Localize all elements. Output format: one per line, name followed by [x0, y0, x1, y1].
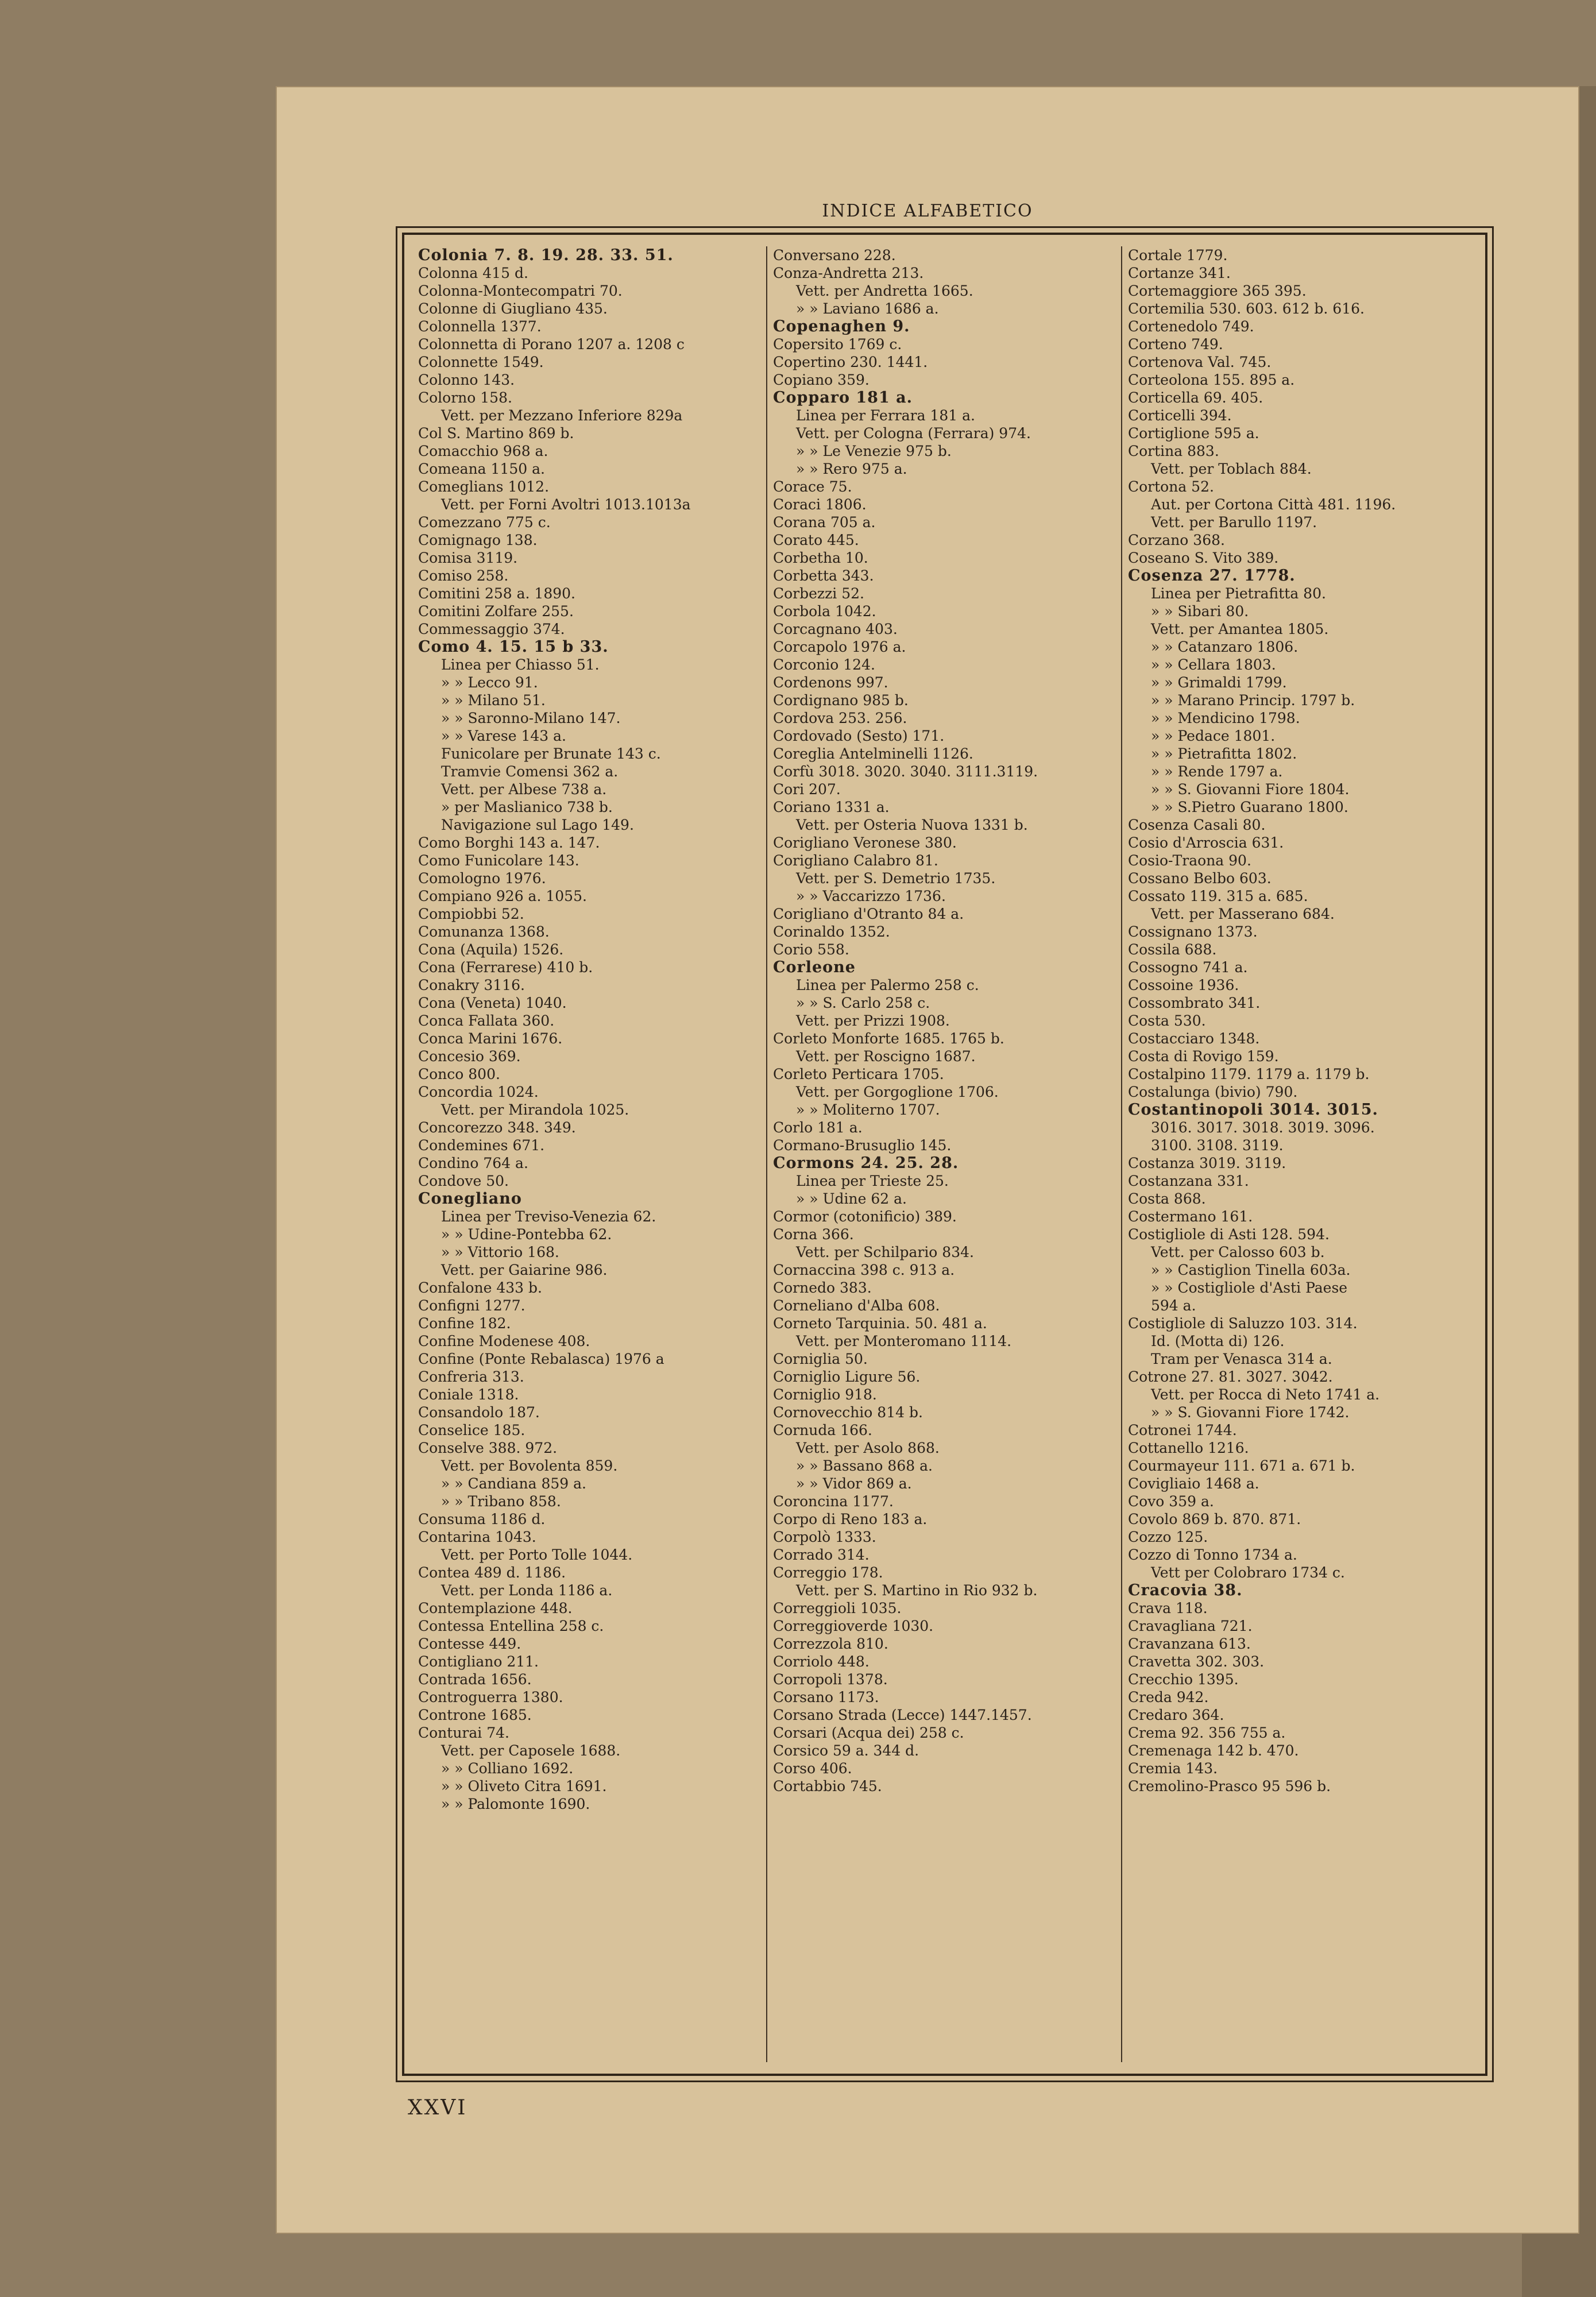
index-entry: Compiano 926 a. 1055. — [418, 888, 587, 904]
index-entry: Contessa Entellina 258 c. — [418, 1618, 604, 1634]
index-entry: Corticella 69. 405. — [1128, 389, 1263, 406]
index-entry: Colonne di Giugliano 435. — [418, 300, 608, 317]
index-entry: Colorno 158. — [418, 389, 512, 406]
index-entry: Cortenedolo 749. — [1128, 318, 1254, 335]
index-entry: Costa 868. — [1128, 1190, 1206, 1207]
index-entry: Courmayeur 111. 671 a. 671 b. — [1128, 1457, 1355, 1474]
index-entry: Conselve 388. 972. — [418, 1440, 558, 1456]
index-entry: Costanzana 331. — [1128, 1173, 1249, 1189]
index-entry: » » Milano 51. — [441, 692, 546, 709]
index-entry: Cona (Ferrarese) 410 b. — [418, 959, 593, 976]
index-entry: Vett. per Calosso 603 b. — [1151, 1244, 1325, 1260]
index-entry: Cona (Veneta) 1040. — [418, 995, 567, 1011]
index-entry: Cornovecchio 814 b. — [773, 1404, 923, 1421]
index-entry: Colonnella 1377. — [418, 318, 542, 335]
index-entry: Vett. per Schilpario 834. — [796, 1244, 974, 1260]
index-entry: Corniglio 918. — [773, 1386, 877, 1403]
index-entry: Coreglia Antelminelli 1126. — [773, 745, 973, 762]
index-entry: Confreria 313. — [418, 1368, 524, 1385]
index-entry: Corpo di Reno 183 a. — [773, 1511, 928, 1528]
index-entry: Cordignano 985 b. — [773, 692, 909, 709]
index-entry: Correggioli 1035. — [773, 1600, 902, 1617]
index-entry: Contemplazione 448. — [418, 1600, 573, 1617]
index-entry: Condino 764 a. — [418, 1155, 528, 1171]
index-entry: » » Rende 1797 a. — [1151, 763, 1283, 780]
index-entry: Corbola 1042. — [773, 603, 876, 620]
index-entry: Coniale 1318. — [418, 1386, 519, 1403]
index-entry: Vett. per Masserano 684. — [1151, 906, 1335, 922]
index-column-2 — [773, 246, 1115, 2062]
index-entry: Cossignano 1373. — [1128, 923, 1258, 940]
index-entry: » » S. Giovanni Fiore 1742. — [1151, 1404, 1350, 1421]
index-entry: Copersito 1769 c. — [773, 336, 902, 353]
index-entry: » » Colliano 1692. — [441, 1760, 574, 1777]
index-entry: Cortale 1779. — [1128, 247, 1228, 264]
index-entry: » » Sibari 80. — [1151, 603, 1249, 620]
column-separator — [766, 246, 767, 2062]
index-entry: Coriano 1331 a. — [773, 799, 890, 815]
index-heading: Corleone — [773, 958, 856, 976]
index-entry: Cottanello 1216. — [1128, 1440, 1249, 1456]
index-entry: Corso 406. — [773, 1760, 852, 1777]
index-frame — [402, 233, 1487, 2076]
index-entry: Vett. per Albese 738 a. — [441, 781, 607, 798]
index-entry: Compiobbi 52. — [418, 906, 524, 922]
index-entry: » » Laviano 1686 a. — [796, 300, 939, 317]
index-entry: Cotrone 27. 81. 3027. 3042. — [1128, 1368, 1333, 1385]
index-heading: Como 4. 15. 15 b 33. — [418, 638, 609, 656]
index-entry: Corlo 181 a. — [773, 1119, 863, 1136]
index-entry: Costigliole di Saluzzo 103. 314. — [1128, 1315, 1358, 1332]
index-entry: Colonnetta di Porano 1207 a. 1208 c — [418, 336, 685, 353]
index-entry: Corsari (Acqua dei) 258 c. — [773, 1724, 964, 1741]
index-entry: Comeglians 1012. — [418, 478, 550, 495]
index-entry: Cosio d'Arroscia 631. — [1128, 834, 1284, 851]
index-entry: Cortanze 341. — [1128, 265, 1231, 281]
index-entry: Consandolo 187. — [418, 1404, 540, 1421]
index-entry: Comitini 258 a. 1890. — [418, 585, 575, 602]
index-entry: » » Moliterno 1707. — [796, 1101, 940, 1118]
index-entry: Aut. per Cortona Città 481. 1196. — [1151, 496, 1396, 513]
index-entry: Como Funicolare 143. — [418, 852, 579, 869]
index-entry: Conca Fallata 360. — [418, 1012, 555, 1029]
index-entry: Costalunga (bivio) 790. — [1128, 1084, 1298, 1100]
index-entry: » » Varese 143 a. — [441, 728, 566, 744]
index-entry: Cortabbio 745. — [773, 1778, 882, 1795]
index-heading: Costantinopoli 3014. 3015. — [1128, 1101, 1378, 1119]
index-entry: Comunanza 1368. — [418, 923, 550, 940]
index-entry: Confine 182. — [418, 1315, 511, 1332]
index-entry: Cremolino-Prasco 95 596 b. — [1128, 1778, 1331, 1795]
index-entry: Costermano 161. — [1128, 1208, 1253, 1225]
index-entry: 3016. 3017. 3018. 3019. 3096. — [1151, 1119, 1375, 1136]
index-entry: Corticelli 394. — [1128, 407, 1232, 424]
index-entry: » » Candiana 859 a. — [441, 1475, 586, 1492]
index-entry: Cordenons 997. — [773, 674, 888, 691]
index-column-1 — [418, 246, 760, 2062]
index-entry: Concordia 1024. — [418, 1084, 539, 1100]
index-entry: » » Costigliole d'Asti Paese — [1151, 1279, 1348, 1296]
index-entry: » » Vittorio 168. — [441, 1244, 559, 1260]
index-entry: Costa 530. — [1128, 1012, 1206, 1029]
index-entry: » » Marano Princip. 1797 b. — [1151, 692, 1355, 709]
index-entry: Cossila 688. — [1128, 941, 1217, 958]
index-entry: Vett. per Cologna (Ferrara) 974. — [796, 425, 1031, 442]
index-entry: Linea per Treviso-Venezia 62. — [441, 1208, 656, 1225]
index-entry: Cori 207. — [773, 781, 841, 798]
index-entry: » per Maslianico 738 b. — [441, 799, 613, 815]
index-entry: Cozzo 125. — [1128, 1529, 1208, 1545]
index-entry: Vett. per Gorgoglione 1706. — [796, 1084, 999, 1100]
index-entry: Confine Modenese 408. — [418, 1333, 590, 1349]
index-entry: Correzzola 810. — [773, 1635, 888, 1652]
column-separator — [1121, 246, 1122, 2062]
index-entry: Cossato 119. 315 a. 685. — [1128, 888, 1308, 904]
index-entry: Cossogno 741 a. — [1128, 959, 1248, 976]
index-entry: Cordova 253. 256. — [773, 710, 907, 726]
index-entry: Cozzo di Tonno 1734 a. — [1128, 1546, 1297, 1563]
index-entry: Vett. per Bovolenta 859. — [441, 1457, 618, 1474]
index-entry: Corbezzi 52. — [773, 585, 864, 602]
index-entry: Vett. per Mezzano Inferiore 829a — [441, 407, 683, 424]
page-header: INDICE ALFABETICO — [822, 201, 1033, 221]
index-entry: Condove 50. — [418, 1173, 509, 1189]
index-entry: » » Rero 975 a. — [796, 461, 907, 477]
index-entry: » » Pietrafitta 1802. — [1151, 745, 1297, 762]
index-entry: Linea per Trieste 25. — [796, 1173, 949, 1189]
index-entry: Cona (Aquila) 1526. — [418, 941, 564, 958]
index-entry: Corace 75. — [773, 478, 852, 495]
index-entry: Corteno 749. — [1128, 336, 1223, 353]
index-entry: Costalpino 1179. 1179 a. 1179 b. — [1128, 1066, 1370, 1082]
index-entry: Vett. per Rocca di Neto 1741 a. — [1151, 1386, 1380, 1403]
index-entry: Corniglio Ligure 56. — [773, 1368, 921, 1385]
index-entry: Costanza 3019. 3119. — [1128, 1155, 1286, 1171]
index-entry: Conakry 3116. — [418, 977, 525, 993]
index-entry: Cortona 52. — [1128, 478, 1214, 495]
index-entry: » » Oliveto Citra 1691. — [441, 1778, 607, 1795]
index-entry: Crema 92. 356 755 a. — [1128, 1724, 1286, 1741]
index-entry: Cortemilia 530. 603. 612 b. 616. — [1128, 300, 1365, 317]
index-column-3 — [1128, 246, 1470, 2062]
index-entry: Contea 489 d. 1186. — [418, 1564, 566, 1581]
index-entry: Costigliole di Asti 128. 594. — [1128, 1226, 1330, 1243]
index-entry: Funicolare per Brunate 143 c. — [441, 745, 661, 762]
index-entry: 3100. 3108. 3119. — [1151, 1137, 1284, 1154]
index-entry: Cormano-Brusuglio 145. — [773, 1137, 952, 1154]
index-entry: Confalone 433 b. — [418, 1279, 542, 1296]
index-entry: » » Vaccarizzo 1736. — [796, 888, 946, 904]
index-heading: Cormons 24. 25. 28. — [773, 1154, 959, 1172]
index-entry: Corneto Tarquinia. 50. 481 a. — [773, 1315, 987, 1332]
index-entry: Creda 942. — [1128, 1689, 1209, 1706]
index-entry: Vett. per Asolo 868. — [796, 1440, 940, 1456]
index-entry: Cornaccina 398 c. 913 a. — [773, 1262, 955, 1278]
page-sheet — [276, 86, 1579, 2234]
index-entry: Copiano 359. — [773, 372, 870, 388]
index-entry: Corbetha 10. — [773, 550, 868, 566]
index-entry: Vett. per Amantea 1805. — [1151, 621, 1329, 637]
index-entry: Copertino 230. 1441. — [773, 354, 928, 370]
index-entry: » » Udine 62 a. — [796, 1190, 907, 1207]
index-entry: Vett. per Londa 1186 a. — [441, 1582, 613, 1599]
index-entry: Vett. per Porto Tolle 1044. — [441, 1546, 633, 1563]
index-entry: » » Lecco 91. — [441, 674, 538, 691]
index-entry: Cortina 883. — [1128, 443, 1219, 459]
index-entry: » » Pedace 1801. — [1151, 728, 1276, 744]
index-entry: Corato 445. — [773, 532, 859, 548]
index-entry: Corriolo 448. — [773, 1653, 870, 1670]
index-entry: Linea per Chiasso 51. — [441, 656, 600, 673]
index-entry: Vett. per Osteria Nuova 1331 b. — [796, 817, 1028, 833]
index-entry: Crecchio 1395. — [1128, 1671, 1239, 1688]
index-entry: Corleto Monforte 1685. 1765 b. — [773, 1030, 1004, 1047]
index-entry: 594 a. — [1151, 1297, 1196, 1314]
index-entry: Correggioverde 1030. — [773, 1618, 934, 1634]
index-entry: Id. (Motta di) 126. — [1151, 1333, 1285, 1349]
index-entry: Vett. per Monteromano 1114. — [796, 1333, 1012, 1349]
index-entry: » » Palomonte 1690. — [441, 1796, 590, 1812]
index-entry: Vett. per Andretta 1665. — [796, 283, 973, 299]
index-entry: Vett. per Barullo 1197. — [1151, 514, 1317, 531]
index-entry: Comezzano 775 c. — [418, 514, 551, 531]
index-entry: Linea per Palermo 258 c. — [796, 977, 979, 993]
index-heading: Conegliano — [418, 1190, 522, 1208]
index-entry: Configni 1277. — [418, 1297, 525, 1314]
index-entry: Costa di Rovigo 159. — [1128, 1048, 1279, 1065]
index-entry: Conversano 228. — [773, 247, 896, 264]
page-number: XXVI — [408, 2096, 467, 2120]
index-entry: » » Vidor 869 a. — [796, 1475, 912, 1492]
index-entry: Cosenza Casali 80. — [1128, 817, 1266, 833]
index-entry: Conselice 185. — [418, 1422, 525, 1438]
index-entry: Como Borghi 143 a. 147. — [418, 834, 600, 851]
index-entry: Corcapolo 1976 a. — [773, 639, 906, 655]
index-entry: Cosio-Traona 90. — [1128, 852, 1251, 869]
index-entry: Contesse 449. — [418, 1635, 521, 1652]
index-entry: Linea per Ferrara 181 a. — [796, 407, 975, 424]
index-entry: Crava 118. — [1128, 1600, 1208, 1617]
index-entry: Coroncina 1177. — [773, 1493, 894, 1510]
index-entry: Corinaldo 1352. — [773, 923, 890, 940]
index-entry: » » Castiglion Tinella 603a. — [1151, 1262, 1351, 1278]
index-entry: Cravetta 302. 303. — [1128, 1653, 1265, 1670]
index-entry: Cossano Belbo 603. — [1128, 870, 1272, 887]
index-entry: Col S. Martino 869 b. — [418, 425, 574, 442]
index-entry: Corropoli 1378. — [773, 1671, 888, 1688]
index-entry: » » S. Carlo 258 c. — [796, 995, 930, 1011]
index-heading: Colonia 7. 8. 19. 28. 33. 51. — [418, 246, 674, 264]
index-entry: Colonna-Montecompatri 70. — [418, 283, 623, 299]
index-entry: Corzano 368. — [1128, 532, 1225, 548]
index-entry: Corfù 3018. 3020. 3040. 3111.3119. — [773, 763, 1038, 780]
index-entry: » » Saronno-Milano 147. — [441, 710, 621, 726]
index-entry: Corteolona 155. 895 a. — [1128, 372, 1295, 388]
index-entry: Cornedo 383. — [773, 1279, 872, 1296]
index-entry: Consuma 1186 d. — [418, 1511, 546, 1528]
index-entry: Comisa 3119. — [418, 550, 518, 566]
index-entry: Cravanzana 613. — [1128, 1635, 1251, 1652]
index-entry: Cremenaga 142 b. 470. — [1128, 1742, 1299, 1759]
index-entry: Cossoine 1936. — [1128, 977, 1239, 993]
index-entry: Vett. per Roscigno 1687. — [796, 1048, 976, 1065]
index-entry: Comitini Zolfare 255. — [418, 603, 574, 620]
index-entry: Corigliano d'Otranto 84 a. — [773, 906, 964, 922]
index-entry: Cortiglione 595 a. — [1128, 425, 1259, 442]
index-entry: Contigliano 211. — [418, 1653, 539, 1670]
index-entry: Comacchio 968 a. — [418, 443, 548, 459]
index-entry: » » Udine-Pontebba 62. — [441, 1226, 612, 1243]
index-entry: Condemines 671. — [418, 1137, 545, 1154]
index-entry: Vett. per Mirandola 1025. — [441, 1101, 629, 1118]
index-entry: » » Catanzaro 1806. — [1151, 639, 1299, 655]
index-entry: Comeana 1150 a. — [418, 461, 545, 477]
index-entry: Vett per Colobraro 1734 c. — [1151, 1564, 1345, 1581]
index-entry: Covo 359 a. — [1128, 1493, 1214, 1510]
index-entry: Conturai 74. — [418, 1724, 509, 1741]
index-entry: Controguerra 1380. — [418, 1689, 563, 1706]
index-entry: Corleto Perticara 1705. — [773, 1066, 944, 1082]
index-entry: Vett. per Gaiarine 986. — [441, 1262, 608, 1278]
index-entry: Vett. per S. Demetrio 1735. — [796, 870, 996, 887]
index-entry: » » Tribano 858. — [441, 1493, 561, 1510]
index-heading: Copparo 181 a. — [773, 389, 913, 407]
index-entry: » » Grimaldi 1799. — [1151, 674, 1287, 691]
index-entry: Conco 800. — [418, 1066, 500, 1082]
index-entry: » » S.Pietro Guarano 1800. — [1151, 799, 1348, 815]
index-entry: Colonnette 1549. — [418, 354, 544, 370]
index-entry: Concesio 369. — [418, 1048, 521, 1065]
index-entry: Cornuda 166. — [773, 1422, 872, 1438]
index-entry: Corconio 124. — [773, 656, 875, 673]
index-entry: Cordovado (Sesto) 171. — [773, 728, 945, 744]
index-entry: Cremia 143. — [1128, 1760, 1218, 1777]
index-entry: » » Mendicino 1798. — [1151, 710, 1300, 726]
index-entry: Corigliano Calabro 81. — [773, 852, 938, 869]
index-entry: Cossombrato 341. — [1128, 995, 1261, 1011]
index-entry: Tram per Venasca 314 a. — [1151, 1351, 1332, 1367]
index-entry: Contrada 1656. — [418, 1671, 532, 1688]
index-entry: Corniglia 50. — [773, 1351, 868, 1367]
index-entry: Vett. per Forni Avoltri 1013.1013a — [441, 496, 691, 513]
index-entry: Corna 366. — [773, 1226, 854, 1243]
index-entry: Corsano Strada (Lecce) 1447.1457. — [773, 1707, 1032, 1723]
index-entry: Comologno 1976. — [418, 870, 546, 887]
index-entry: Cortenova Val. 745. — [1128, 354, 1272, 370]
index-entry: Corcagnano 403. — [773, 621, 898, 637]
index-entry: Comiso 258. — [418, 567, 509, 584]
index-entry: Corio 558. — [773, 941, 849, 958]
index-entry: Vett. per S. Martino in Rio 932 b. — [796, 1582, 1038, 1599]
index-entry: » » Cellara 1803. — [1151, 656, 1276, 673]
index-entry: Covigliaio 1468 a. — [1128, 1475, 1259, 1492]
index-entry: Conza-Andretta 213. — [773, 265, 924, 281]
index-entry: Colonno 143. — [418, 372, 515, 388]
index-entry: » » S. Giovanni Fiore 1804. — [1151, 781, 1350, 798]
index-entry: Concorezzo 348. 349. — [418, 1119, 576, 1136]
index-entry: » » Le Venezie 975 b. — [796, 443, 952, 459]
index-entry: Vett. per Toblach 884. — [1151, 461, 1312, 477]
index-entry: Corrado 314. — [773, 1546, 870, 1563]
index-entry: Contarina 1043. — [418, 1529, 536, 1545]
index-entry: Credaro 364. — [1128, 1707, 1224, 1723]
index-entry: Confine (Ponte Rebalasca) 1976 a — [418, 1351, 664, 1367]
index-entry: Coseano S. Vito 389. — [1128, 550, 1279, 566]
index-entry: Vett. per Caposele 1688. — [441, 1742, 621, 1759]
index-heading: Copenaghen 9. — [773, 318, 910, 335]
index-entry: Tramvie Comensi 362 a. — [441, 763, 619, 780]
index-entry: Linea per Pietrafitta 80. — [1151, 585, 1326, 602]
index-entry: Corneliano d'Alba 608. — [773, 1297, 940, 1314]
index-entry: Comignago 138. — [418, 532, 538, 548]
index-entry: Covolo 869 b. 870. 871. — [1128, 1511, 1301, 1528]
index-entry: Commessaggio 374. — [418, 621, 565, 637]
index-entry: Cormor (cotonificio) 389. — [773, 1208, 957, 1225]
index-entry: Costacciaro 1348. — [1128, 1030, 1260, 1047]
index-entry: Controne 1685. — [418, 1707, 532, 1723]
index-entry: Corana 705 a. — [773, 514, 876, 531]
index-entry: Corigliano Veronese 380. — [773, 834, 957, 851]
index-heading: Cracovia 38. — [1128, 1581, 1243, 1599]
index-entry: Corbetta 343. — [773, 567, 874, 584]
index-entry: Coraci 1806. — [773, 496, 867, 513]
index-entry: Correggio 178. — [773, 1564, 883, 1581]
index-entry: Cravagliana 721. — [1128, 1618, 1253, 1634]
index-entry: Conca Marini 1676. — [418, 1030, 563, 1047]
index-entry: Colonna 415 d. — [418, 265, 528, 281]
index-entry: » » Bassano 868 a. — [796, 1457, 933, 1474]
index-entry: Cotronei 1744. — [1128, 1422, 1237, 1438]
index-entry: Vett. per Prizzi 1908. — [796, 1012, 950, 1029]
index-entry: Corsico 59 a. 344 d. — [773, 1742, 919, 1759]
index-entry: Navigazione sul Lago 149. — [441, 817, 634, 833]
index-entry: Cortemaggiore 365 395. — [1128, 283, 1307, 299]
index-entry: Corpolò 1333. — [773, 1529, 876, 1545]
index-entry: Corsano 1173. — [773, 1689, 879, 1706]
index-heading: Cosenza 27. 1778. — [1128, 567, 1296, 585]
